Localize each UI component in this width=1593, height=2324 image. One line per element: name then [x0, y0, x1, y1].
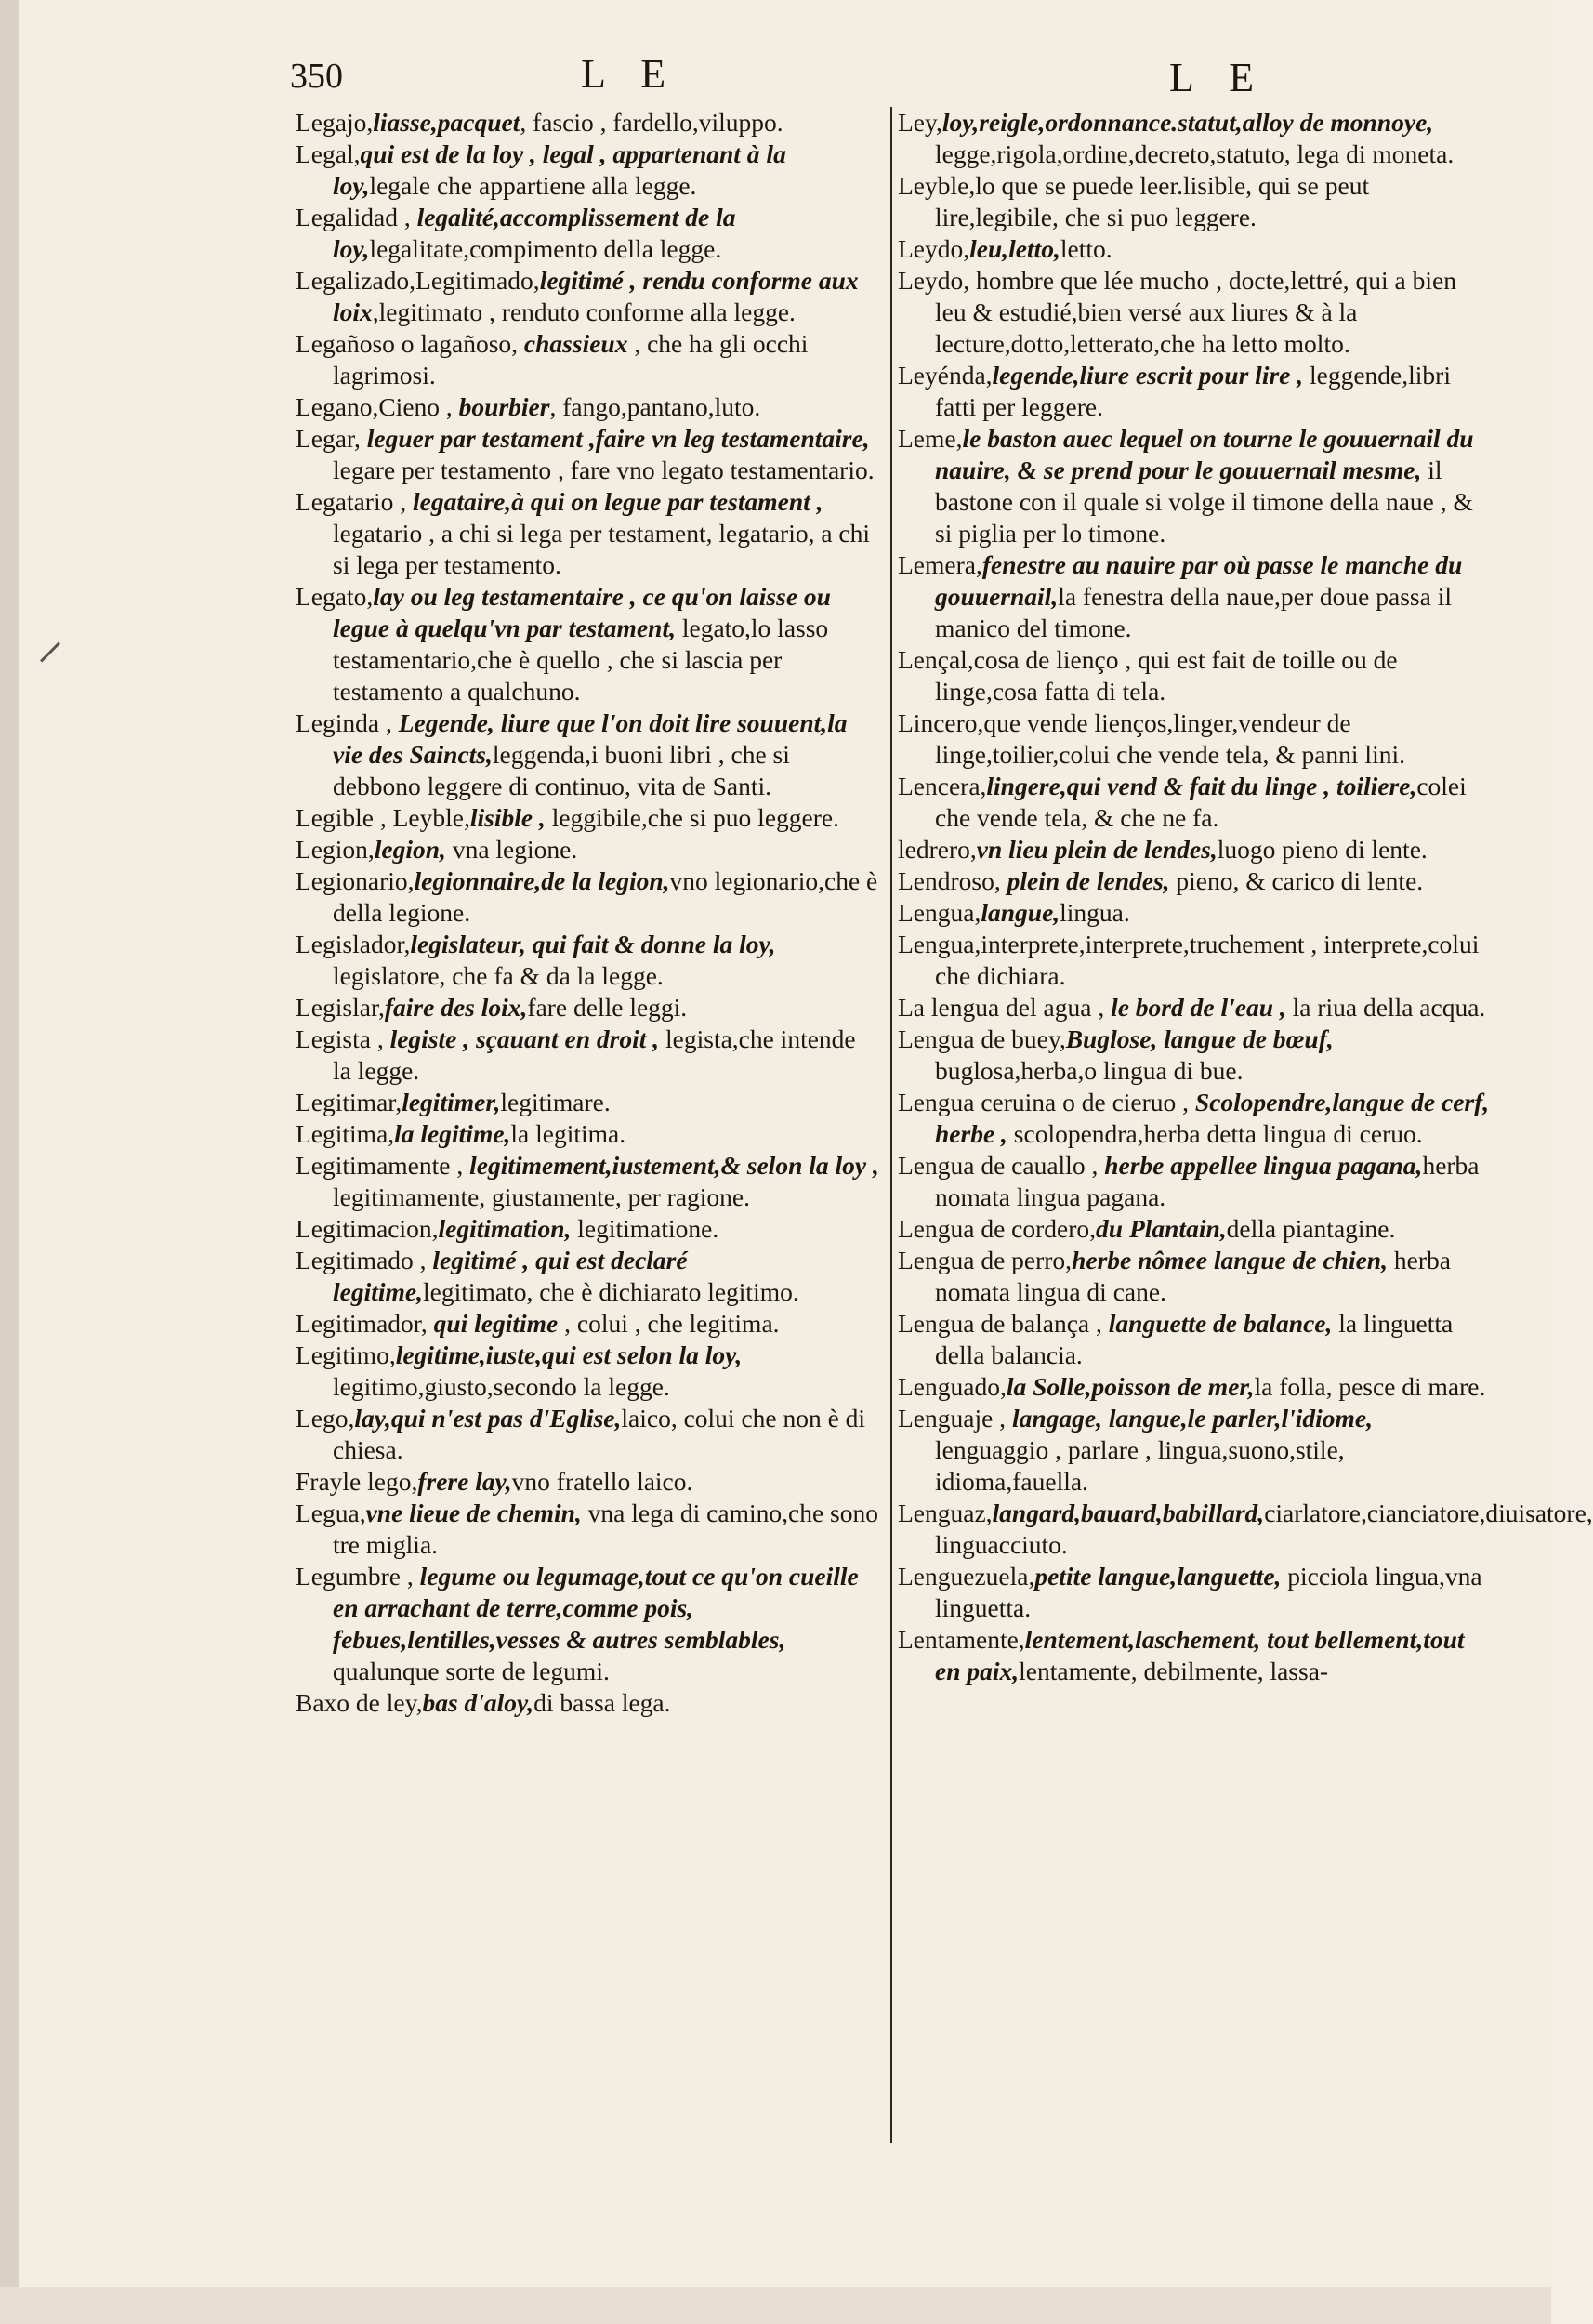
dictionary-entry — [898, 1498, 1593, 1561]
dictionary-entry — [898, 1308, 1493, 1371]
entry-italian: letto. — [1060, 234, 1112, 263]
dictionary-entry — [296, 202, 879, 265]
entry-headword: Lengua, — [898, 898, 981, 927]
dictionary-entry — [898, 1213, 1493, 1245]
entry-french: liasse,pacquet — [373, 108, 520, 137]
entry-french: plein de lendes, — [1007, 866, 1170, 895]
dictionary-entry — [296, 1498, 879, 1561]
dictionary-entry — [296, 1150, 879, 1213]
entry-italian: , fascio , fardello,viluppo. — [520, 108, 783, 137]
entry-french: lisible , — [469, 803, 546, 832]
entry-french: langue, — [981, 898, 1060, 927]
running-head-left: L E — [581, 51, 679, 97]
entry-italian: la folla, pesce di mare. — [1254, 1372, 1486, 1401]
entry-headword: Lengua de cauallo , — [898, 1151, 1105, 1180]
entry-italian: herba nomata lingua pagana. — [935, 1151, 1480, 1211]
left-column — [296, 107, 879, 1719]
entry-italian: , fango,pantano,luto. — [549, 392, 761, 421]
entry-french: frere lay, — [417, 1467, 512, 1496]
entry-italian: leggibile,che si puo leggere. — [545, 803, 839, 832]
entry-headword: Frayle lego, — [296, 1467, 418, 1496]
entry-headword: Legitimado , — [296, 1246, 433, 1274]
dictionary-entry — [898, 897, 1493, 929]
entry-headword: Baxo de ley, — [296, 1688, 423, 1717]
entry-italian: la fenestra della naue,per doue passa il manico del timone. — [935, 582, 1452, 642]
entry-headword: Lengua, — [898, 930, 981, 958]
entry-headword: Legalizado,Legitimado, — [296, 266, 540, 295]
dictionary-entry — [296, 1561, 879, 1687]
entry-headword: Leyénda, — [898, 361, 993, 390]
dictionary-entry — [296, 1687, 879, 1719]
entry-italian: hombre que lée mucho , docte,lettré, qui a bien leu & estudié,bien versé aux liures & à la lecture,dotto,letterato,che ha letto molto. — [935, 266, 1456, 358]
dictionary-entry — [296, 1403, 879, 1466]
entry-headword: Lengua ceruina o de cieruo , — [898, 1088, 1195, 1116]
entry-italian: legato,lo lasso testamentario,che è quello , che si lascia per testamento a qualchuno. — [333, 614, 829, 706]
entry-headword: Lençal, — [898, 645, 974, 674]
entry-italian: legitimatione. — [571, 1214, 719, 1243]
entry-french: fenestre au nauire par où passe le manche du gouuernail, — [935, 550, 1463, 611]
entry-french: legion, — [374, 835, 446, 864]
entry-french: leguer par testament ,faire vn leg testamentaire, — [366, 424, 870, 453]
entry-french: herbe nômee langue de chien, — [1072, 1246, 1388, 1274]
entry-headword: Legatario , — [296, 487, 413, 516]
entry-french: legitimé , rendu conforme aux loix — [333, 266, 859, 326]
entry-italian: legista,che intende la legge. — [333, 1024, 856, 1085]
entry-headword: Lenguezuela, — [898, 1562, 1035, 1591]
entry-italian: legislatore, che fa & da la legge. — [333, 961, 664, 990]
page-bottom-edge — [0, 2287, 1551, 2324]
entry-italian: buglosa,herba,o lingua di bue. — [935, 1056, 1244, 1085]
entry-french: loy,reigle,ordonnance.statut,alloy de monnoye, — [941, 108, 1434, 137]
entry-french: du Plantain, — [1096, 1214, 1227, 1243]
entry-italian: legitimamente, giustamente, per ragione. — [333, 1182, 751, 1211]
entry-french: legitimement,iustement,& selon la loy , — [469, 1151, 879, 1180]
binding-gutter — [0, 0, 19, 2324]
entry-headword: Lencera, — [898, 772, 987, 800]
dictionary-entry — [898, 992, 1493, 1023]
entry-french: lentement,laschement, tout bellement,tout en paix, — [935, 1625, 1465, 1685]
dictionary-entry — [898, 1561, 1493, 1624]
dictionary-entry — [898, 170, 1493, 233]
entry-headword: Leme, — [898, 424, 963, 453]
dictionary-entry — [296, 1340, 879, 1403]
entry-french: vne lieue de chemin, — [365, 1499, 582, 1527]
entry-italian: picciola lingua,vna linguetta. — [935, 1562, 1482, 1622]
dictionary-entry — [898, 1150, 1493, 1213]
dictionary-entry — [296, 581, 879, 707]
dictionary-entry — [898, 360, 1493, 423]
entry-italian: legare per testamento , fare vno legato testamentario. — [333, 456, 875, 484]
entry-headword: Lengua de balança , — [898, 1309, 1109, 1338]
dictionary-entry — [296, 865, 879, 929]
dictionary-entry — [296, 707, 879, 802]
entry-italian: lenguaggio , parlare , lingua,suono,stile, idioma,fauella. — [935, 1435, 1345, 1496]
entry-headword: Legitimar, — [296, 1088, 402, 1116]
dictionary-entry — [898, 1371, 1493, 1403]
dictionary-entry — [296, 423, 879, 486]
entry-french: vn lieu plein de lendes, — [976, 835, 1218, 864]
dictionary-entry — [898, 1245, 1493, 1308]
entry-french: le bord de l'eau , — [1111, 993, 1286, 1022]
dictionary-entry — [296, 486, 879, 581]
entry-italian: luogo pieno di lente. — [1217, 835, 1428, 864]
entry-headword: Legitimacion, — [296, 1214, 439, 1243]
entry-french: langage, langue,le parler,l'idiome, — [1011, 1404, 1373, 1433]
entry-french: legume ou legumage,tout ce qu'on cueille en arrachant de terre,comme pois, febues,lentilles,vesses & autres semblables, — [333, 1562, 859, 1654]
dictionary-entry — [296, 929, 879, 992]
entry-french: legionnaire,de la legion, — [414, 866, 670, 895]
dictionary-entry — [898, 549, 1493, 644]
entry-italian: vno fratello laico. — [511, 1467, 693, 1496]
dictionary-entry — [898, 707, 1493, 771]
entry-italian: la riua della acqua. — [1285, 993, 1486, 1022]
entry-headword: Legion, — [296, 835, 375, 864]
entry-headword: Legible , Leyble, — [296, 803, 470, 832]
entry-italian: di bassa lega. — [533, 1688, 671, 1717]
entry-headword: Ley, — [898, 108, 942, 137]
entry-headword: Lincero, — [898, 708, 984, 737]
entry-italian: herba nomata lingua di cane. — [935, 1246, 1451, 1306]
dictionary-entry — [296, 834, 879, 865]
entry-headword: Legista , — [296, 1024, 390, 1053]
entry-italian: vno legionario,che è della legione. — [333, 866, 878, 927]
right-column — [898, 107, 1593, 1687]
dictionary-entry — [898, 423, 1493, 549]
dictionary-entry — [296, 1245, 879, 1308]
dictionary-entry — [898, 771, 1493, 834]
entry-french: langard,bauard,babillard, — [992, 1499, 1265, 1527]
entry-italian: lingua. — [1060, 898, 1130, 927]
entry-italian: della piantagine. — [1226, 1214, 1396, 1243]
entry-french: qui legitime — [433, 1309, 559, 1338]
entry-french: legiste , sçauant en droit , — [389, 1024, 660, 1053]
entry-italian: leggenda,i buoni libri , che si debbono leggere di continuo, vita de Santi. — [333, 740, 790, 800]
entry-italian: legalitate,compimento della legge. — [369, 234, 722, 263]
entry-italian: scolopendra,herba detta lingua di ceruo. — [1007, 1119, 1423, 1148]
entry-french: Buglose, langue de bœuf, — [1065, 1024, 1334, 1053]
entry-italian: la legitima. — [510, 1119, 626, 1148]
entry-headword: Leginda , — [296, 708, 399, 737]
dictionary-entry — [898, 1624, 1493, 1687]
entry-headword: Lemera, — [898, 550, 982, 579]
dictionary-entry — [898, 1403, 1493, 1498]
entry-french: legataire,à qui on legue par testament , — [412, 487, 823, 516]
entry-italian: legitimare. — [500, 1088, 611, 1116]
entry-italian: vna lega di camino,che sono tre miglia. — [333, 1499, 878, 1559]
dictionary-entry — [898, 1087, 1493, 1150]
entry-italian: la linguetta della balancia. — [935, 1309, 1454, 1369]
dictionary-entry — [898, 929, 1493, 992]
entry-headword: Legitimamente , — [296, 1151, 470, 1180]
entry-french: petite langue,languette, — [1034, 1562, 1282, 1591]
entry-headword: Leydo, — [898, 266, 977, 295]
entry-headword: Leydo, — [898, 234, 970, 263]
entry-headword: Legumbre , — [296, 1562, 420, 1591]
entry-italian: legitimato, che è dichiarato legitimo. — [423, 1277, 799, 1306]
entry-headword: Legitima, — [296, 1119, 395, 1148]
entry-italian: lo que se puede leer.lisible, qui se peut lire,legibile, che si puo leggere. — [935, 171, 1370, 231]
entry-french: legende,liure escrit pour lire , — [992, 361, 1304, 390]
entry-italian: lentamente, debilmente, lassa- — [1019, 1657, 1329, 1685]
dictionary-entry — [296, 1466, 879, 1498]
dictionary-entry — [296, 802, 879, 834]
entry-italian: ciarlatore,cianciatore,diuisatore, linguacciuto. — [935, 1499, 1593, 1559]
entry-french: le baston auec lequel on tourne le gouuernail du nauire, & se prend pour le gouuernail mesme, — [935, 424, 1474, 484]
entry-headword: La lengua del agua , — [898, 993, 1112, 1022]
entry-italian: ,legitimato , renduto conforme alla legge. — [372, 297, 796, 326]
entry-headword: Lego, — [296, 1404, 355, 1433]
entry-french: leu,letto, — [969, 234, 1060, 263]
dictionary-entry — [296, 107, 879, 139]
entry-italian: il bastone con il quale si volge il timone della naue , & si piglia per lo timone. — [935, 456, 1473, 548]
entry-italian: interprete,interprete,truchement , interprete,colui che dichiara. — [935, 930, 1480, 990]
entry-french: Legende, liure que l'on doit lire souuent,la vie des Saincts, — [333, 708, 848, 769]
dictionary-entry — [296, 1023, 879, 1087]
entry-french: lay,qui n'est pas d'Eglise, — [354, 1404, 622, 1433]
dictionary-entry — [296, 992, 879, 1023]
entry-italian: leggende,libri fatti per leggere. — [935, 361, 1451, 421]
dictionary-entry — [296, 1087, 879, 1118]
entry-italian: legitimo,giusto,secondo la legge. — [333, 1372, 670, 1401]
dictionary-entry — [296, 1118, 879, 1150]
entry-french: legislateur, qui fait & donne la loy, — [410, 930, 776, 958]
entry-headword: Lengua de cordero, — [898, 1214, 1097, 1243]
entry-italian: , colui , che legitima. — [558, 1309, 780, 1338]
entry-french: legitimé , qui est declaré legitime, — [333, 1246, 688, 1306]
entry-italian: vna legione. — [445, 835, 578, 864]
entry-headword: Legitimo, — [296, 1340, 396, 1369]
entry-headword: Legalidad , — [296, 203, 417, 231]
entry-headword: Legajo, — [296, 108, 374, 137]
entry-headword: Legar, — [296, 424, 367, 453]
entry-french: qui est de la loy , legal , appartenant à la loy, — [333, 139, 786, 200]
entry-italian: que vende lienços,linger,vendeur de linge,toilier,colui che vende tela, & panni lini. — [935, 708, 1405, 769]
entry-headword: Legitimador, — [296, 1309, 434, 1338]
dictionary-entry — [296, 328, 879, 391]
dictionary-entry — [898, 865, 1493, 897]
dictionary-entry — [898, 233, 1493, 265]
entry-italian: legatario , a chi si lega per testament, legatario, a chi si lega per testamento. — [333, 519, 871, 579]
entry-french: bourbier — [458, 392, 550, 421]
entry-french: legalité,accomplissement de la loy, — [333, 203, 736, 263]
entry-french: faire des loix, — [384, 993, 528, 1022]
dictionary-entry — [296, 139, 879, 202]
dictionary-entry — [898, 834, 1493, 865]
page-number: 350 — [290, 57, 343, 96]
entry-headword: Lenguaz, — [898, 1499, 993, 1527]
entry-italian: fare delle leggi. — [527, 993, 688, 1022]
entry-headword: Lenguaje , — [898, 1404, 1012, 1433]
entry-headword: Lenguado, — [898, 1372, 1007, 1401]
dictionary-entry — [296, 265, 879, 328]
entry-italian: qualunque sorte de legumi. — [333, 1657, 610, 1685]
entry-headword: Legislar, — [296, 993, 385, 1022]
entry-headword: Legano,Cieno , — [296, 392, 459, 421]
dictionary-entry — [898, 644, 1493, 707]
dictionary-entry — [898, 1023, 1493, 1087]
entry-headword: ledrero, — [898, 835, 977, 864]
dictionary-entry — [296, 391, 879, 423]
entry-french: lay ou leg testamentaire , ce qu'on laisse ou legue à quelqu'vn par testament, — [333, 582, 831, 642]
entry-french: bas d'aloy, — [422, 1688, 534, 1717]
entry-french: herbe appellee lingua pagana, — [1104, 1151, 1423, 1180]
entry-french: la legitime, — [394, 1119, 511, 1148]
entry-headword: Legislador, — [296, 930, 411, 958]
dictionary-entry — [296, 1308, 879, 1340]
entry-french: legitimer, — [402, 1088, 501, 1116]
entry-headword: Legua, — [296, 1499, 366, 1527]
entry-headword: Lengua de buey, — [898, 1024, 1066, 1053]
entry-headword: Legionario, — [296, 866, 415, 895]
margin-mark — [40, 642, 60, 663]
dictionary-entry — [898, 107, 1493, 170]
entry-italian: , che ha gli occhi lagrimosi. — [333, 329, 809, 390]
running-head-right: L E — [1169, 55, 1268, 100]
entry-headword: Lentamente, — [898, 1625, 1025, 1654]
column-divider — [890, 107, 892, 2143]
entry-french: Scolopendre,langue de cerf, herbe , — [935, 1088, 1490, 1148]
entry-italian: legale che appartiene alla legge. — [369, 171, 697, 200]
entry-italian: legge,rigola,ordine,decreto,statuto, lega di moneta. — [935, 139, 1455, 168]
entry-french: chassieux — [523, 329, 628, 358]
dictionary-entry — [296, 1213, 879, 1245]
entry-french: lingere,qui vend & fait du linge , toiliere, — [986, 772, 1417, 800]
entry-french: legitime,iuste,qui est selon la loy, — [395, 1340, 743, 1369]
entry-headword: Legañoso o lagañoso, — [296, 329, 524, 358]
entry-italian: colei che vende tela, & che ne fa. — [935, 772, 1467, 832]
entry-french: la Solle,poisson de mer, — [1006, 1372, 1255, 1401]
entry-italian: pieno, & carico di lente. — [1169, 866, 1424, 895]
entry-headword: Lengua de perro, — [898, 1246, 1073, 1274]
entry-italian: laico, colui che non è di chiesa. — [333, 1404, 866, 1464]
entry-french: legitimation, — [438, 1214, 572, 1243]
entry-headword: Legato, — [296, 582, 374, 611]
dictionary-entry — [898, 265, 1493, 360]
entry-headword: Lendroso, — [898, 866, 1007, 895]
entry-italian: cosa de lienço , qui est fait de toille ou de linge,cosa fatta di tela. — [935, 645, 1398, 706]
entry-french: languette de balance, — [1108, 1309, 1333, 1338]
entry-headword: Leyble, — [898, 171, 976, 200]
entry-headword: Legal, — [296, 139, 361, 168]
